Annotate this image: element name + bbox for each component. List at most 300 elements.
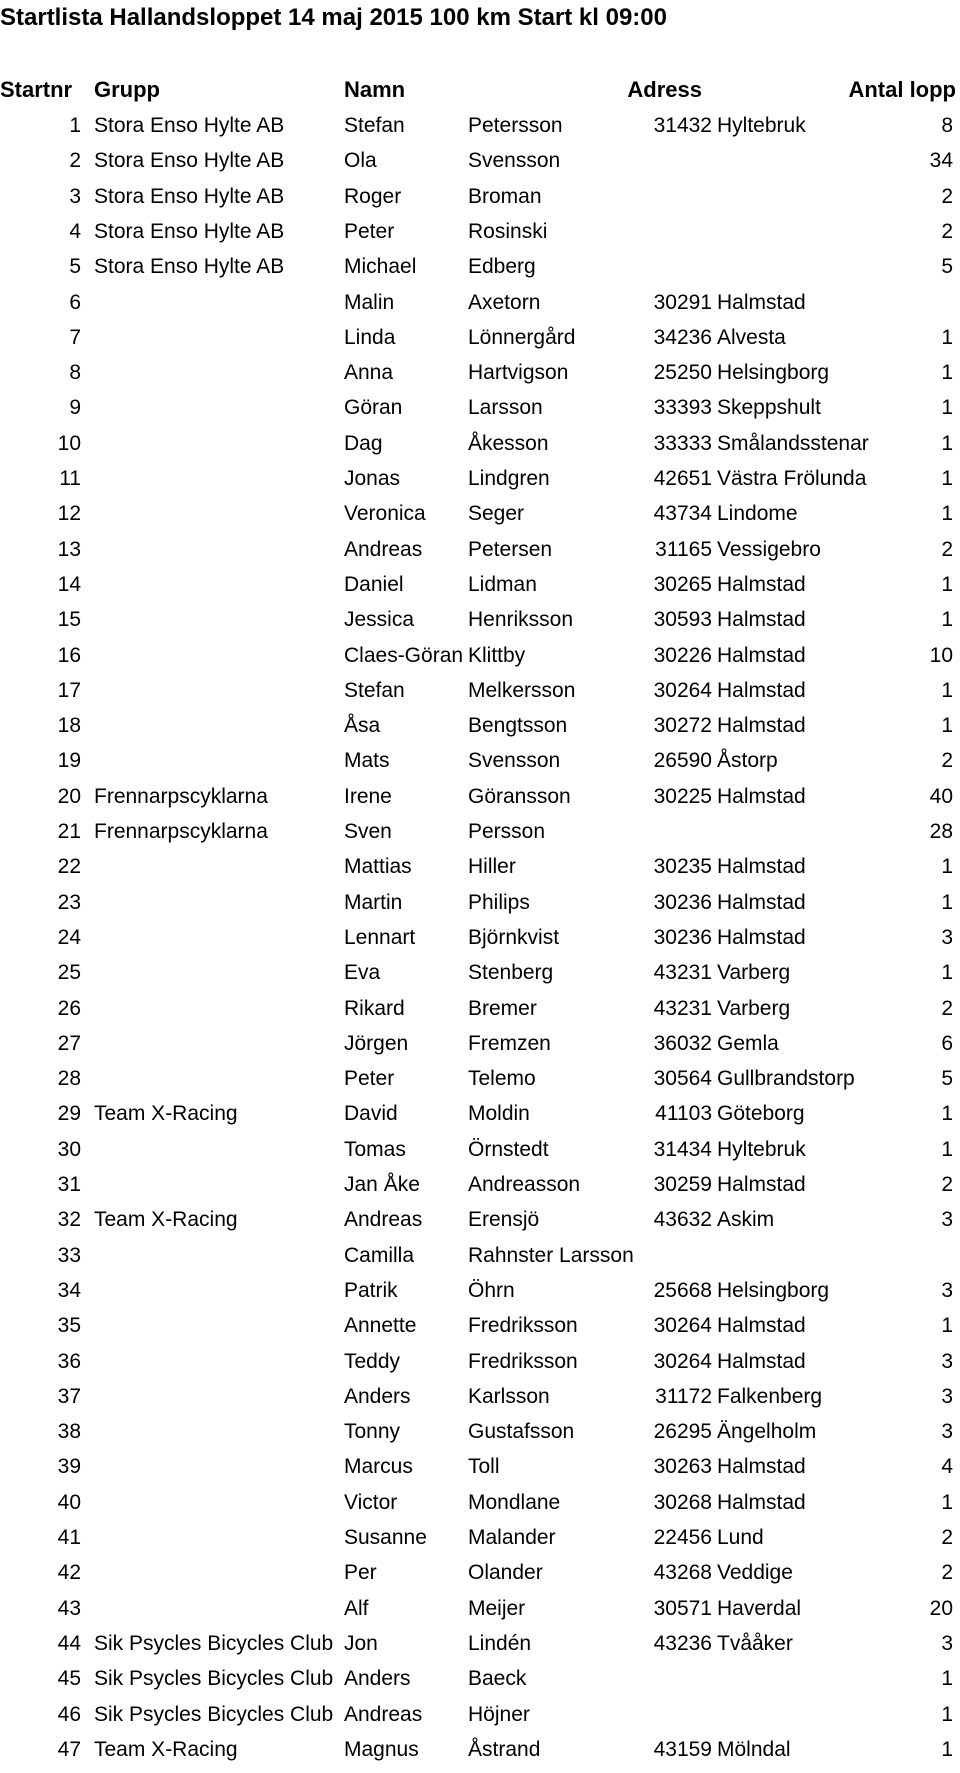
group-name xyxy=(94,532,342,567)
first-name: Stefan xyxy=(344,678,405,702)
group-name xyxy=(94,920,342,955)
race-count: 1 xyxy=(941,1137,953,1161)
last-name: Melkersson xyxy=(468,678,576,702)
city xyxy=(717,179,836,214)
postal-code xyxy=(600,1661,712,1696)
table-row xyxy=(0,955,960,990)
last-name: Björnkvist xyxy=(468,925,560,949)
table-row xyxy=(0,1591,960,1626)
table-row xyxy=(0,1661,960,1696)
race-count: 1 xyxy=(941,678,953,702)
race-count: 1 xyxy=(941,608,953,632)
postal-code: 25250 xyxy=(653,361,712,385)
table-row xyxy=(0,1202,960,1237)
table-row xyxy=(0,355,960,390)
race-count: 1 xyxy=(941,855,953,879)
race-count: 2 xyxy=(941,996,953,1020)
race-count: 3 xyxy=(941,1631,953,1655)
group-name: Sik Psycles Bicycles Club xyxy=(94,1667,334,1691)
start-number: 45 xyxy=(57,1667,81,1691)
start-number: 11 xyxy=(59,467,81,490)
race-count xyxy=(840,285,953,320)
city: Halmstad xyxy=(717,1455,806,1479)
start-number: 46 xyxy=(57,1702,81,1726)
table-row xyxy=(0,1697,960,1732)
first-name: Peter xyxy=(344,1067,395,1091)
header-startnr: Startnr xyxy=(0,77,73,102)
first-name: Tonny xyxy=(344,1420,401,1444)
city xyxy=(717,1697,836,1732)
start-number: 3 xyxy=(69,184,81,208)
postal-code xyxy=(600,249,712,284)
race-count: 20 xyxy=(929,1596,953,1620)
first-name: Claes-Göran xyxy=(344,643,464,667)
last-name: Åstrand xyxy=(468,1737,541,1761)
city: Gullbrandstorp xyxy=(717,1067,855,1091)
first-name: Martin xyxy=(344,890,403,914)
start-number: 10 xyxy=(57,431,81,455)
start-number: 39 xyxy=(57,1455,81,1479)
city: Halmstad xyxy=(717,1314,806,1338)
postal-code: 30236 xyxy=(653,890,712,914)
city: Helsingborg xyxy=(717,361,830,385)
city: Varberg xyxy=(717,996,791,1020)
postal-code: 34236 xyxy=(653,325,712,349)
start-number: 44 xyxy=(57,1631,81,1655)
postal-code: 30263 xyxy=(653,1455,712,1479)
start-number: 30 xyxy=(57,1137,81,1161)
race-count: 4 xyxy=(941,1455,953,1479)
city: Lund xyxy=(717,1526,764,1549)
group-name xyxy=(94,991,342,1026)
start-number: 21 xyxy=(57,820,81,843)
table-row xyxy=(0,602,960,637)
postal-code: 30235 xyxy=(653,855,712,879)
table-row xyxy=(0,496,960,531)
table-row xyxy=(0,1732,960,1767)
race-count: 1 xyxy=(941,502,953,526)
group-name xyxy=(94,567,342,602)
first-name: Irene xyxy=(344,784,392,808)
city: Varberg xyxy=(717,961,791,985)
table-row xyxy=(0,849,960,884)
start-number: 20 xyxy=(57,784,81,808)
last-name: Karlsson xyxy=(468,1384,550,1408)
first-name: Daniel xyxy=(344,572,404,596)
race-count: 2 xyxy=(941,219,953,243)
start-number: 40 xyxy=(57,1490,81,1514)
city: Halmstad xyxy=(717,290,806,314)
group-name xyxy=(94,1061,342,1096)
table-row xyxy=(0,214,960,249)
last-name: Erensjö xyxy=(468,1208,540,1232)
postal-code: 22456 xyxy=(653,1526,712,1549)
table-row xyxy=(0,1379,960,1414)
start-number: 22 xyxy=(57,855,81,879)
race-count: 2 xyxy=(941,1561,953,1585)
group-name: Team X-Racing xyxy=(94,1737,238,1761)
start-number: 15 xyxy=(57,608,81,632)
start-number: 14 xyxy=(57,572,81,596)
group-name xyxy=(94,320,342,355)
group-name xyxy=(94,673,342,708)
last-name: Rosinski xyxy=(468,219,548,243)
group-name xyxy=(94,1026,342,1061)
start-number: 17 xyxy=(57,678,81,702)
race-count: 10 xyxy=(929,643,953,667)
table-row xyxy=(0,426,960,461)
postal-code: 30272 xyxy=(653,714,712,738)
last-name: Lidman xyxy=(468,572,537,596)
start-number: 27 xyxy=(57,1031,81,1055)
group-name: Frennarpscyklarna xyxy=(94,820,268,843)
race-count: 2 xyxy=(941,1173,953,1196)
postal-code: 30259 xyxy=(653,1173,712,1196)
race-count: 1 xyxy=(941,714,953,738)
table-row xyxy=(0,285,960,320)
race-count: 40 xyxy=(929,784,953,808)
postal-code xyxy=(600,214,712,249)
postal-code: 41103 xyxy=(655,1102,712,1126)
table-row xyxy=(0,1414,960,1449)
postal-code: 30264 xyxy=(653,678,712,702)
last-name: Telemo xyxy=(468,1067,536,1091)
start-number: 31 xyxy=(57,1173,81,1196)
group-name xyxy=(94,1591,342,1626)
group-name xyxy=(94,1132,342,1167)
start-number: 32 xyxy=(57,1208,81,1232)
city: Ängelholm xyxy=(717,1420,817,1444)
last-name: Hartvigson xyxy=(468,361,569,385)
first-name: Andreas xyxy=(344,1208,423,1232)
first-name: Åsa xyxy=(344,714,381,738)
first-name: Anna xyxy=(344,361,394,385)
race-count: 2 xyxy=(941,184,953,208)
group-name xyxy=(94,285,342,320)
table-row xyxy=(0,1273,960,1308)
table-row xyxy=(0,991,960,1026)
group-name xyxy=(94,602,342,637)
group-name xyxy=(94,1449,342,1484)
first-name: Patrik xyxy=(344,1278,398,1302)
postal-code: 43632 xyxy=(653,1208,712,1232)
table-row xyxy=(0,567,960,602)
race-count: 1 xyxy=(941,396,953,420)
last-name: Bremer xyxy=(468,996,537,1020)
city xyxy=(717,1238,836,1273)
first-name: Per xyxy=(344,1561,377,1585)
race-count: 1 xyxy=(941,1490,953,1514)
group-name xyxy=(94,743,342,778)
first-name: Anders xyxy=(344,1667,411,1691)
table-row xyxy=(0,1167,960,1202)
race-count: 1 xyxy=(941,890,953,914)
postal-code: 30571 xyxy=(653,1596,712,1620)
start-number: 2 xyxy=(69,149,81,173)
group-name xyxy=(94,1344,342,1379)
city: Lindome xyxy=(717,502,798,526)
table-row xyxy=(0,673,960,708)
table-row xyxy=(0,249,960,284)
postal-code: 30236 xyxy=(653,925,712,949)
first-name: Rikard xyxy=(344,996,405,1020)
table-row xyxy=(0,461,960,496)
group-name: Frennarpscyklarna xyxy=(94,784,268,808)
table-row xyxy=(0,108,960,143)
first-name: Annette xyxy=(344,1314,417,1338)
first-name: Michael xyxy=(344,255,417,279)
first-name: Jörgen xyxy=(344,1031,409,1055)
postal-code: 30264 xyxy=(653,1349,712,1373)
start-number: 1 xyxy=(69,114,81,137)
page-title: Startlista Hallandsloppet 14 maj 2015 100 km Start kl 09:00 xyxy=(0,4,667,31)
postal-code xyxy=(600,143,712,178)
city: Halmstad xyxy=(717,572,806,596)
table-row xyxy=(0,920,960,955)
start-number: 13 xyxy=(57,537,81,561)
start-number: 37 xyxy=(57,1384,81,1408)
table-row xyxy=(0,1308,960,1343)
last-name: Rahnster Larsson xyxy=(468,1243,634,1267)
table-row xyxy=(0,1626,960,1661)
start-number: 28 xyxy=(57,1067,81,1091)
last-name: Philips xyxy=(468,890,530,914)
last-name: Olander xyxy=(468,1561,543,1585)
last-name: Fremzen xyxy=(468,1031,551,1055)
table-row xyxy=(0,779,960,814)
table-row xyxy=(0,1485,960,1520)
table-row xyxy=(0,638,960,673)
first-name: Camilla xyxy=(344,1243,415,1267)
group-name: Team X-Racing xyxy=(94,1208,238,1232)
city: Falkenberg xyxy=(717,1384,823,1408)
city: Alvesta xyxy=(717,325,786,349)
race-count: 1 xyxy=(941,361,953,385)
last-name: Åkesson xyxy=(468,431,549,455)
city: Mölndal xyxy=(717,1737,791,1761)
start-number: 35 xyxy=(57,1314,81,1338)
postal-code: 30291 xyxy=(653,290,712,314)
city: Hyltebruk xyxy=(717,1137,806,1161)
race-count: 1 xyxy=(941,325,953,349)
table-row xyxy=(0,143,960,178)
postal-code: 43734 xyxy=(653,502,712,526)
race-count: 1 xyxy=(941,467,953,490)
header-namn: Namn xyxy=(344,77,406,102)
group-name xyxy=(94,355,342,390)
race-count: 1 xyxy=(941,1314,953,1338)
city: Helsingborg xyxy=(717,1278,830,1302)
group-name xyxy=(94,849,342,884)
last-name: Hiller xyxy=(468,855,516,879)
race-count: 1 xyxy=(941,961,953,985)
last-name: Broman xyxy=(468,184,542,208)
postal-code: 43231 xyxy=(653,996,712,1020)
start-number: 29 xyxy=(57,1102,81,1126)
last-name: Göransson xyxy=(468,784,571,808)
group-name xyxy=(94,496,342,531)
first-name: Ola xyxy=(344,149,377,173)
city: Veddige xyxy=(717,1561,793,1585)
start-number: 7 xyxy=(69,325,81,349)
start-number: 33 xyxy=(57,1243,81,1267)
start-number: 38 xyxy=(57,1420,81,1444)
first-name: Marcus xyxy=(344,1455,413,1479)
first-name: Andreas xyxy=(344,1702,423,1726)
start-number: 5 xyxy=(69,255,81,279)
last-name: Höjner xyxy=(468,1702,530,1726)
table-row xyxy=(0,532,960,567)
postal-code: 25668 xyxy=(653,1278,712,1302)
first-name: Andreas xyxy=(344,537,423,561)
city: Göteborg xyxy=(717,1102,805,1126)
last-name: Lönnergård xyxy=(468,325,576,349)
postal-code: 43268 xyxy=(653,1561,712,1585)
last-name: Moldin xyxy=(468,1102,530,1126)
group-name: Stora Enso Hylte AB xyxy=(94,114,285,137)
city: Halmstad xyxy=(717,890,806,914)
start-number: 41 xyxy=(57,1526,81,1549)
city: Vessigebro xyxy=(717,537,821,561)
last-name: Axetorn xyxy=(468,290,541,314)
table-row xyxy=(0,1238,960,1273)
first-name: Alf xyxy=(344,1596,369,1620)
group-name: Sik Psycles Bicycles Club xyxy=(94,1631,334,1655)
table-row xyxy=(0,814,960,849)
postal-code: 43231 xyxy=(653,961,712,985)
postal-code: 42651 xyxy=(653,467,712,490)
table-row xyxy=(0,885,960,920)
table-row xyxy=(0,1132,960,1167)
city xyxy=(717,214,836,249)
city: Haverdal xyxy=(717,1596,802,1620)
table-row xyxy=(0,390,960,425)
race-count: 3 xyxy=(941,925,953,949)
last-name: Meijer xyxy=(468,1596,526,1620)
start-number: 18 xyxy=(57,714,81,738)
table-row xyxy=(0,1555,960,1590)
postal-code: 30264 xyxy=(653,1314,712,1338)
race-count: 1 xyxy=(941,1702,953,1726)
start-number: 26 xyxy=(57,996,81,1020)
race-count: 28 xyxy=(929,820,953,843)
last-name: Lindgren xyxy=(468,467,550,490)
race-count: 6 xyxy=(941,1031,953,1055)
group-name: Stora Enso Hylte AB xyxy=(94,184,285,208)
last-name: Petersen xyxy=(468,537,553,561)
postal-code: 26590 xyxy=(653,749,712,773)
race-count: 3 xyxy=(941,1208,953,1232)
last-name: Gustafsson xyxy=(468,1420,575,1444)
start-number: 6 xyxy=(69,290,81,314)
race-count: 2 xyxy=(941,537,953,561)
first-name: Jon xyxy=(344,1631,378,1655)
start-number: 36 xyxy=(57,1349,81,1373)
race-count: 3 xyxy=(941,1349,953,1373)
race-count: 3 xyxy=(941,1420,953,1444)
city: Halmstad xyxy=(717,1349,806,1373)
start-number: 8 xyxy=(69,361,81,385)
postal-code: 36032 xyxy=(653,1031,712,1055)
group-name xyxy=(94,1520,342,1555)
postal-code: 30564 xyxy=(653,1067,712,1091)
group-name xyxy=(94,1414,342,1449)
group-name xyxy=(94,638,342,673)
table-row xyxy=(0,320,960,355)
table-row xyxy=(0,1096,960,1131)
start-number: 19 xyxy=(57,749,81,773)
last-name: Persson xyxy=(468,820,546,843)
table-row xyxy=(0,708,960,743)
first-name: Peter xyxy=(344,219,395,243)
first-name: Malin xyxy=(344,290,395,314)
group-name xyxy=(94,708,342,743)
first-name: Magnus xyxy=(344,1737,419,1761)
last-name: Andreasson xyxy=(468,1173,581,1196)
postal-code: 30225 xyxy=(653,784,712,808)
postal-code xyxy=(600,1697,712,1732)
postal-code: 43159 xyxy=(653,1737,712,1761)
group-name xyxy=(94,1379,342,1414)
first-name: Victor xyxy=(344,1490,398,1514)
city: Halmstad xyxy=(717,643,806,667)
first-name: Roger xyxy=(344,184,402,208)
first-name: Veronica xyxy=(344,502,426,526)
group-name xyxy=(94,1238,342,1273)
first-name: Lennart xyxy=(344,925,416,949)
group-name: Stora Enso Hylte AB xyxy=(94,219,285,243)
postal-code: 30265 xyxy=(653,572,712,596)
group-name xyxy=(94,1485,342,1520)
race-count: 5 xyxy=(941,1067,953,1091)
last-name: Mondlane xyxy=(468,1490,561,1514)
race-count: 3 xyxy=(941,1278,953,1302)
start-number: 43 xyxy=(57,1596,81,1620)
start-number: 24 xyxy=(57,925,81,949)
postal-code xyxy=(600,814,712,849)
city xyxy=(717,143,836,178)
group-name xyxy=(94,461,342,496)
start-number: 9 xyxy=(69,396,81,420)
race-count: 1 xyxy=(941,1102,953,1126)
last-name: Örnstedt xyxy=(468,1137,549,1161)
table-row xyxy=(0,1344,960,1379)
city: Halmstad xyxy=(717,925,806,949)
city xyxy=(717,249,836,284)
group-name xyxy=(94,1308,342,1343)
header-antal-lopp: Antal lopp xyxy=(848,77,956,102)
race-count: 1 xyxy=(941,431,953,455)
start-number: 4 xyxy=(69,219,81,243)
first-name: Stefan xyxy=(344,114,405,137)
postal-code: 43236 xyxy=(653,1631,712,1655)
first-name: Teddy xyxy=(344,1349,401,1373)
start-number: 12 xyxy=(57,502,81,526)
city: Halmstad xyxy=(717,1173,806,1196)
race-count: 1 xyxy=(941,572,953,596)
group-name: Team X-Racing xyxy=(94,1102,238,1126)
postal-code: 33393 xyxy=(653,396,712,420)
city: Askim xyxy=(717,1208,775,1232)
last-name: Henriksson xyxy=(468,608,574,632)
city: Åstorp xyxy=(717,749,778,773)
first-name: Eva xyxy=(344,961,381,985)
race-count: 34 xyxy=(929,149,953,173)
last-name: Fredriksson xyxy=(468,1314,578,1338)
start-number: 34 xyxy=(57,1278,81,1302)
group-name xyxy=(94,390,342,425)
table-row xyxy=(0,743,960,778)
